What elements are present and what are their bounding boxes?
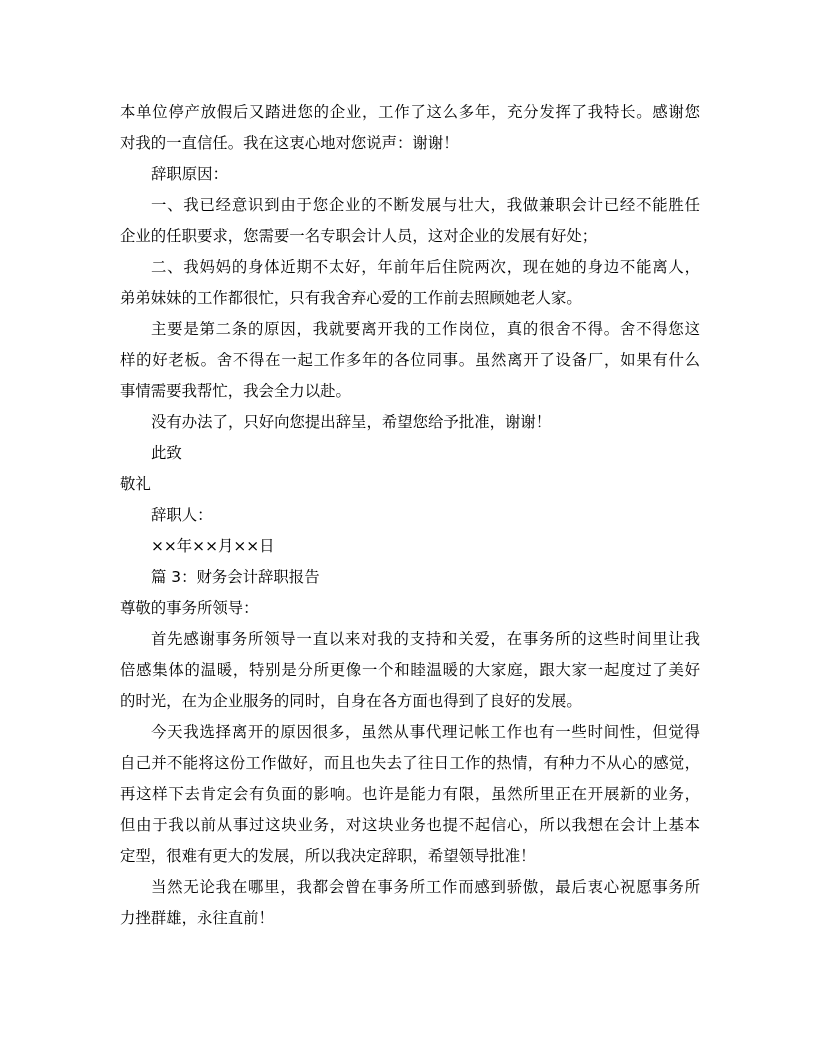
paragraph-line: 没有办法了，只好向您提出辞呈，希望您给予批准，谢谢！ (151, 413, 552, 431)
signature-label: 辞职人： (151, 506, 213, 524)
closing-salute: 敬礼 (120, 475, 151, 493)
paragraph-line: 倍感集体的温暖，特别是分所更像一个和睦温暖的大家庭，跟大家一起度过了美好 (120, 661, 700, 679)
paragraph-line: 一、我已经意识到由于您企业的不断发展与壮大，我做兼职会计已经不能胜任 (151, 196, 700, 214)
paragraph-line: 本单位停产放假后又踏进您的企业，工作了这么多年，充分发挥了我特长。感谢您 (120, 103, 700, 121)
paragraph-line: 首先感谢事务所领导一直以来对我的支持和关爱，在事务所的这些时间里让我 (151, 630, 700, 648)
paragraph-line: 事情需要我帮忙，我会全力以赴。 (120, 382, 351, 400)
section-heading: 辞职原因： (151, 165, 228, 183)
paragraph-line: 对我的一直信任。我在这衷心地对您说声：谢谢！ (120, 134, 459, 152)
paragraph-line: 二、我妈妈的身体近期不太好，年前年后住院两次，现在她的身边不能离人， (151, 258, 700, 276)
document-page (120, 97, 700, 934)
paragraph-line: 但由于我以前从事过这块业务，对这块业务也提不起信心，所以我想在会计上基本 (120, 816, 700, 834)
date-line: ××年××月××日 (151, 537, 275, 555)
paragraph-line: 力挫群雄，永往直前！ (120, 909, 274, 927)
paragraph-line: 企业的任职要求，您需要一名专职会计人员，这对企业的发展有好处； (120, 227, 598, 245)
paragraph-line: 再这样下去肯定会有负面的影响。也许是能力有限，虽然所里正在开展新的业务， (120, 785, 700, 803)
paragraph-line: 当然无论我在哪里，我都会曾在事务所工作而感到骄傲，最后衷心祝愿事务所 (151, 878, 700, 896)
paragraph-line: 定型，很难有更大的发展，所以我决定辞职，希望领导批准！ (120, 847, 536, 865)
closing-line: 此致 (151, 444, 182, 462)
paragraph-line: 自己并不能将这份工作做好，而且也失去了往日工作的热情，有种力不从心的感觉， (120, 754, 700, 772)
paragraph-line: 今天我选择离开的原因很多，虽然从事代理记帐工作也有一些时间性，但觉得 (151, 723, 700, 741)
paragraph-line: 弟弟妹妹的工作都很忙，只有我舍弃心爱的工作前去照顾她老人家。 (120, 289, 582, 307)
paragraph-line: 样的好老板。舍不得在一起工作多年的各位同事。虽然离开了设备厂，如果有什么 (120, 351, 700, 369)
salutation: 尊敬的事务所领导： (120, 599, 259, 617)
section-title: 篇 3：财务会计辞职报告 (151, 568, 320, 586)
paragraph-line: 的时光，在为企业服务的同时，自身在各方面也得到了良好的发展。 (120, 692, 582, 710)
paragraph-line: 主要是第二条的原因，我就要离开我的工作岗位，真的很舍不得。舍不得您这 (151, 320, 700, 338)
